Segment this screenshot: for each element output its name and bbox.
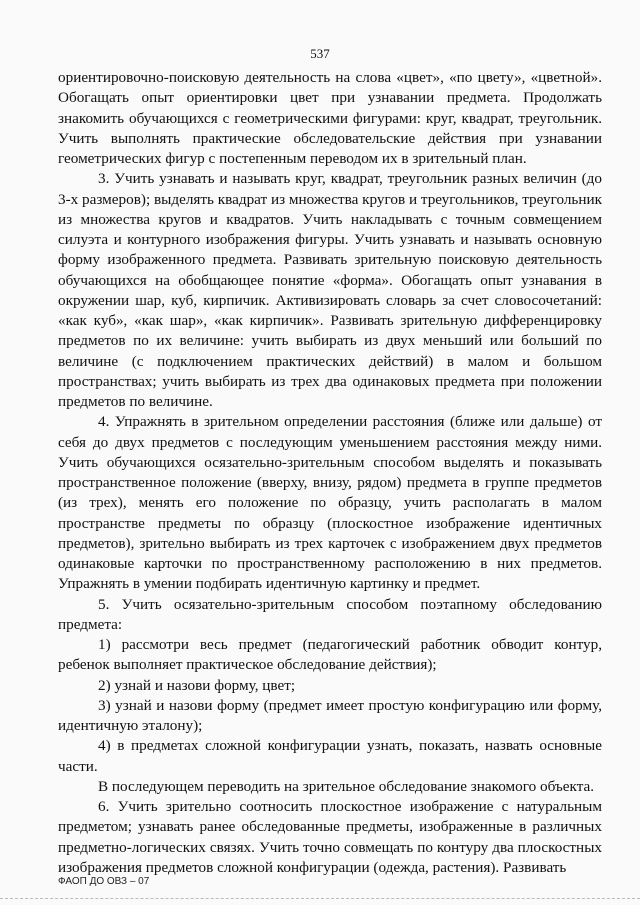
document-footer: ФАОП ДО ОВЗ – 07	[58, 876, 150, 887]
scan-edge-divider	[0, 898, 640, 900]
list-item-2: 2) узнай и назови форму, цвет;	[98, 676, 296, 694]
paragraph-item-5: 5. Учить осязательно-зрительным способом поэтапному обследованию предмета:	[58, 595, 602, 633]
list-item-1: 1) рассмотри весь предмет (педагогический работник обводит контур, ребенок выполняет практическое обследование действия);	[58, 636, 602, 674]
paragraph-item-3: 3. Учить узнавать и называть круг, квадрат, треугольник разных величин (до 3-х размеров); выделять квадрат из множества кругов и треугольников, треугольник из множества кругов и квадратов. Учить накладывать с точным совмещением силуэта и контурного изображения фигуры. Учить узнавать и называть основную форму изображенного предмета. Развивать зрительную поисковую деятельность обучающихся на обобщающее понятие «форма». Обогащать опыт узнавания в окружении шар, куб, кирпичик. Активизировать словарь за счет словосочетаний: «как куб», «как шар», «как кирпичик». Развивать зрительную дифференцировку предметов по их величине: учить выбирать из двух меньший или больший по величине (с подключением практических действий) в малом и большом пространствах; учить выбирать из трех два одинаковых предмета при положении предметов по величине.	[58, 170, 602, 410]
paragraph-item-4: 4. Упражнять в зрительном определении расстояния (ближе или дальше) от себя до двух предметов с последующим уменьшением расстояния между ними. Учить обучающихся осязательно-зрительным способом выделять и показывать пространственное положение (вверху, внизу, рядом) предмета в группе предметов (из трех), менять его положение по образцу, учить располагать в малом пространстве предметы по образцу (плоскостное изображение идентичных предметов), зрительно выбирать из трех карточек с изображением двух предметов одинаковые карточки по пространственному расположению в них предметов. Упражнять в умении подбирать идентичную картинку и предмет.	[58, 413, 602, 593]
list-item-3: 3) узнай и назови форму (предмет имеет простую конфигурацию или форму, идентичную эталону);	[58, 696, 602, 734]
page-number: 537	[310, 46, 330, 61]
paragraph-continuation: ориентировочно-поисковую деятельность на слова «цвет», «по цвету», «цветной». Обогащать опыт ориентировки цвет при узнавании предмета. Продолжать знакомить обучающихся с геометрическими фигурами: круг, квадрат, треугольник. Учить выполнять практические обследовательские действия при узнавании геометрических фигур с постепенным переводом их в зрительный план.	[58, 69, 602, 167]
paragraph-item-6: 6. Учить зрительно соотносить плоскостное изображение с натуральным предметом; узнавать ранее обследованные предметы, изображенные в различных предметно-логических связях. Учить точно совмещать по контуру два плоскостных изображения предметов сложной конфигурации (одежда, растения). Развивать	[58, 798, 602, 876]
list-item-4: 4) в предметах сложной конфигурации узнать, показать, назвать основные части.	[58, 737, 602, 775]
document-body	[58, 68, 602, 878]
paragraph-follow-up: В последующем переводить на зрительное обследование знакомого объекта.	[98, 777, 595, 795]
